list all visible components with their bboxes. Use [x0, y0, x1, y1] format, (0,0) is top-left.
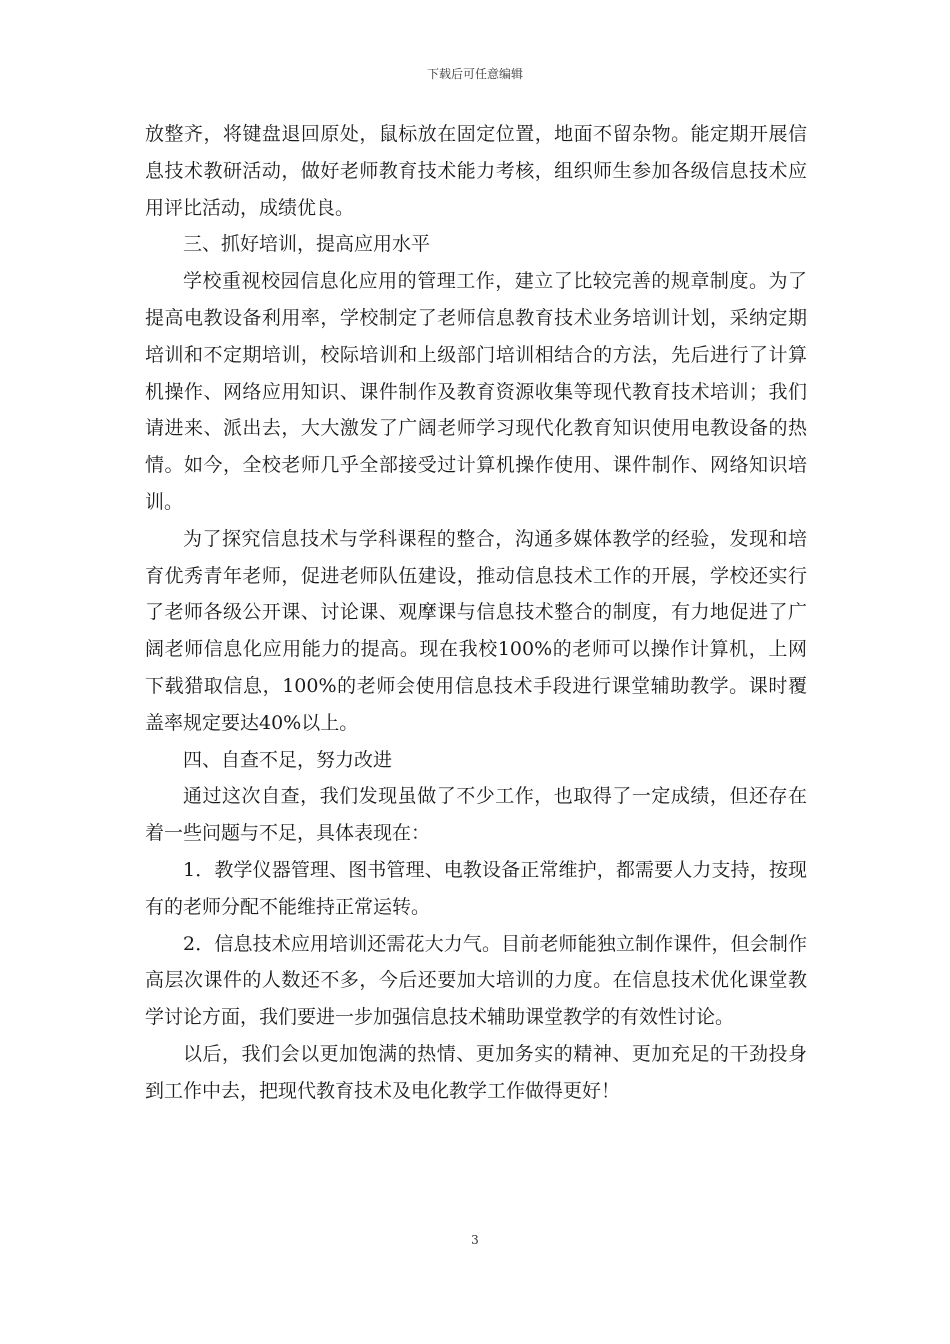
page-header: 下载后可任意编辑 — [426, 67, 523, 81]
section-heading-training: 三、抓好培训，提高应用水平 — [183, 233, 431, 256]
paragraph-continuation: 放整齐，将键盘退回原处，鼠标放在固定位置，地面不留杂物。能定期开展信息技术教研活动，做好老师教育技术能力考核，组织师生参加各级信息技术应用评比活动，成绩优良。 — [145, 123, 807, 219]
page-number: 3 — [471, 1233, 479, 1247]
paragraph-training-plan: 学校重视校园信息化应用的管理工作，建立了比较完善的规章制度。为了提高电教设备利用率，学校制定了老师信息教育技术业务培训计划，采纳定期培训和不定期培训，校际培训和上级部门培训相结合的方法，先后进行了计算机操作、网络应用知识、课件制作及教育资源收集等现代教育技术培训；我们请进来、派出去，大大激发了广阔老师学习现代化教育知识使用电教设备的热情。如今，全校老师几乎全部接受过计算机操作使用、课件制作、网络知识培训。 — [145, 270, 807, 513]
paragraph-integration: 为了探究信息技术与学科课程的整合，沟通多媒体教学的经验，发现和培育优秀青年老师，促进老师队伍建设，推动信息技术工作的开展，学校还实行了老师各级公开课、讨论课、观摩课与信息技术整合的制度，有力地促进了广阔老师信息化应用能力的提高。现在我校100%的老师可以操作计算机，上网下载猎取信息，100%的老师会使用信息技术手段进行课堂辅助教学。课时覆盖率规定要达40%以上。 — [145, 527, 807, 734]
paragraph-self-check: 通过这次自查，我们发现虽做了不少工作，也取得了一定成绩，但还存在着一些问题与不足，具体表现在： — [145, 785, 807, 845]
paragraph-closing: 以后，我们会以更加饱满的热情、更加务实的精神、更加充足的干劲投身到工作中去，把现代教育技术及电化教学工作做得更好！ — [145, 1042, 807, 1102]
list-item-1: 1．教学仪器管理、图书管理、电教设备正常维护，都需要人力支持，按现有的老师分配不能维持正常运转。 — [145, 858, 807, 918]
document-body — [145, 116, 807, 1110]
list-item-2: 2．信息技术应用培训还需花大力气。目前老师能独立制作课件，但会制作高层次课件的人数还不多，今后还要加大培训的力度。在信息技术优化课堂教学讨论方面，我们要进一步加强信息技术辅助课堂教学的有效性讨论。 — [145, 932, 807, 1029]
section-heading-improvement: 四、自查不足，努力改进 — [183, 748, 393, 771]
